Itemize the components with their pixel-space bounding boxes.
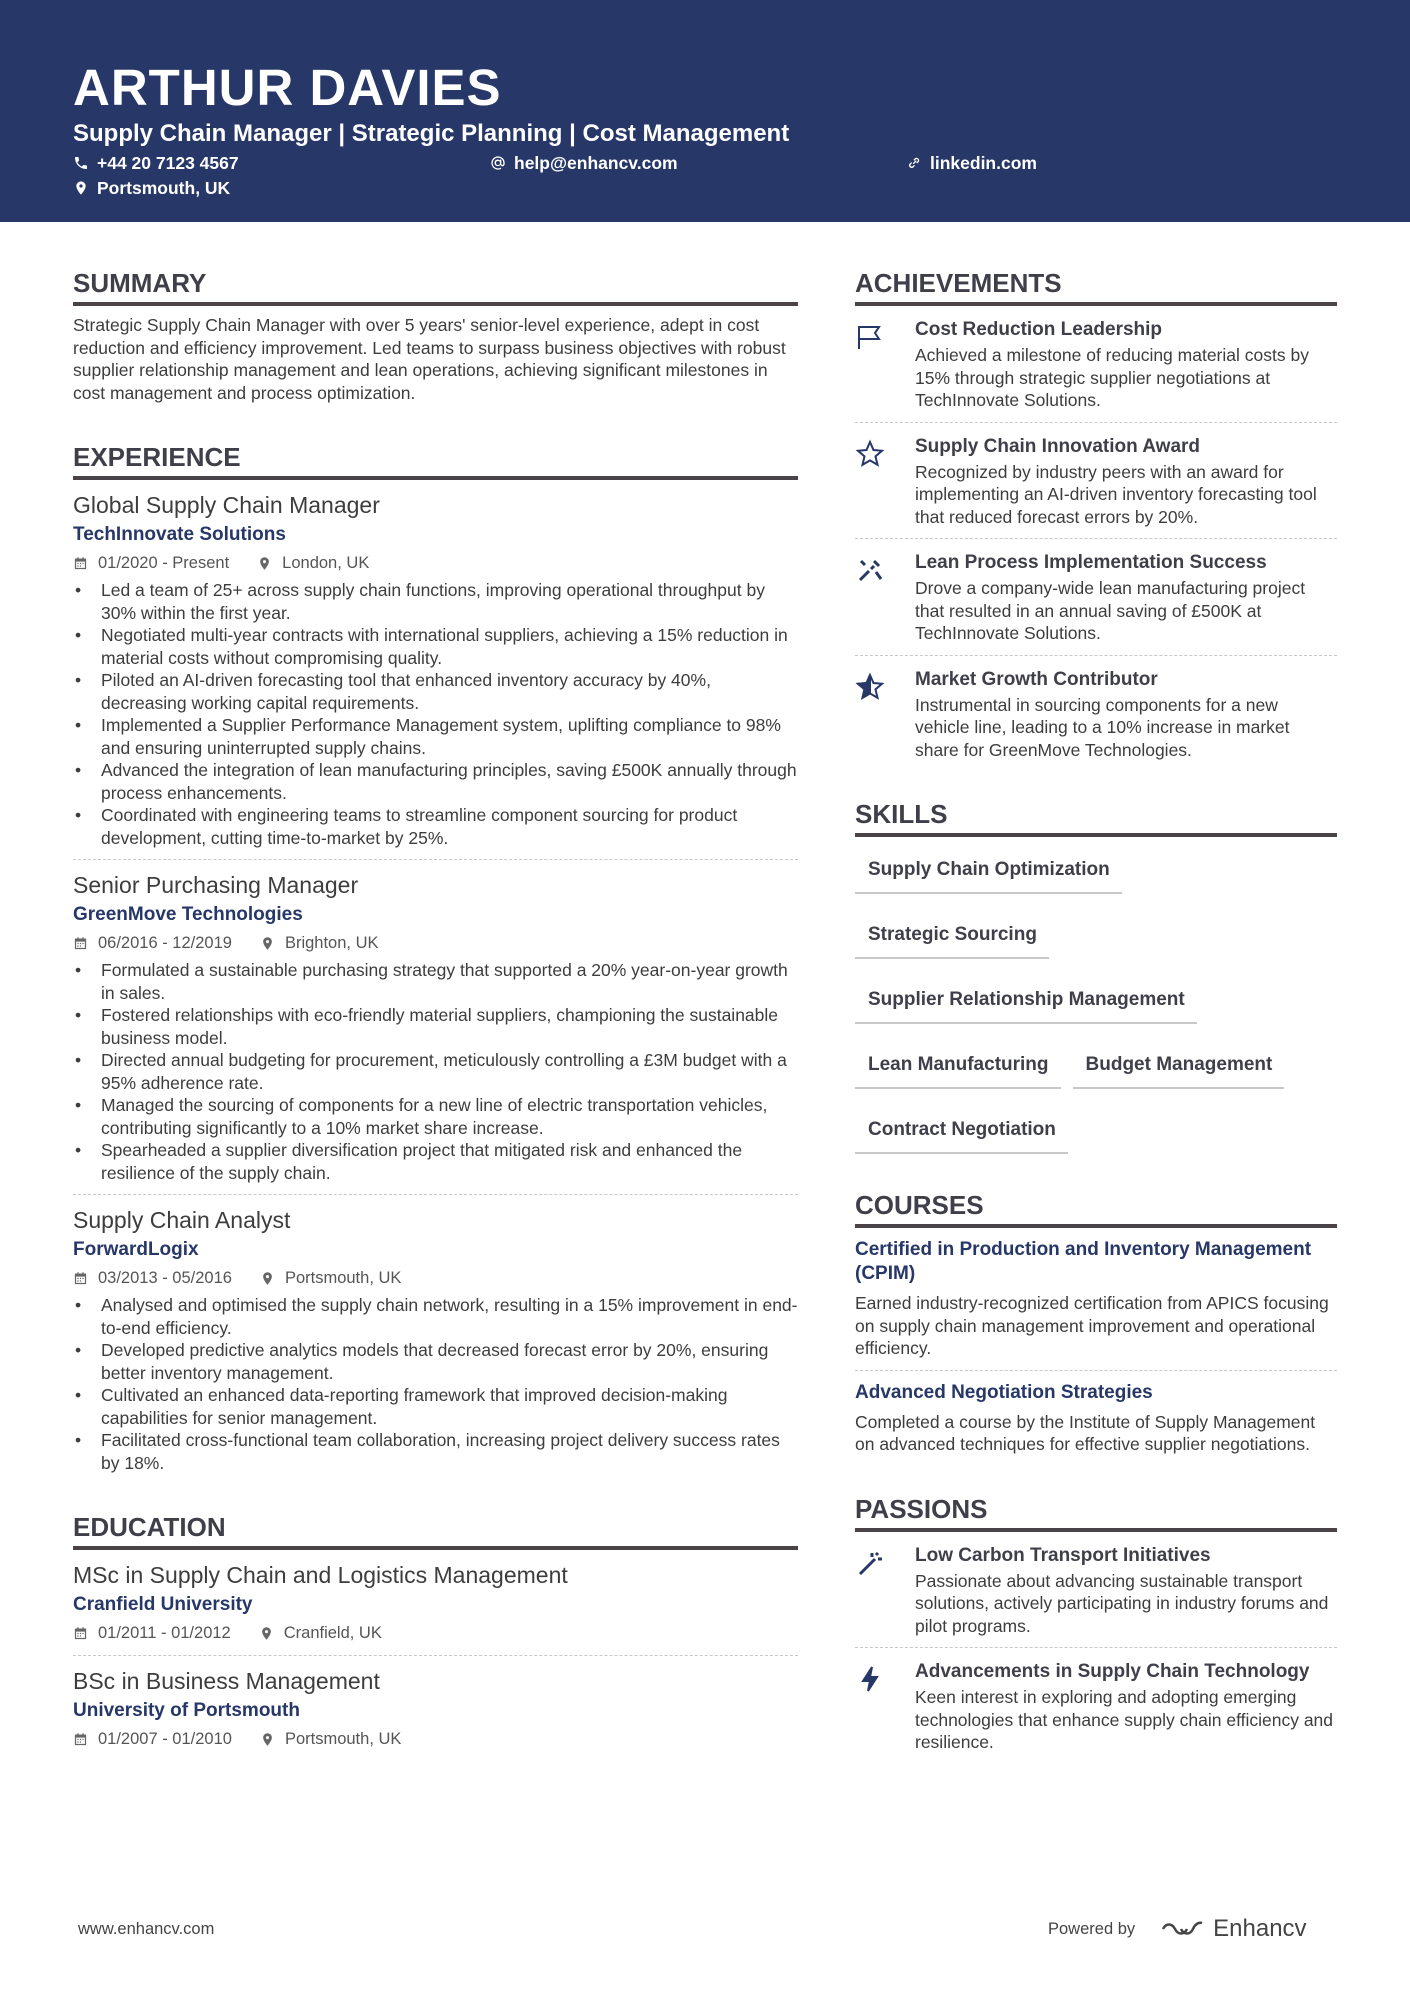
job-title: Senior Purchasing Manager — [73, 872, 359, 898]
right-column — [855, 266, 1337, 1754]
education-item — [73, 1560, 798, 1645]
achievement-desc: Drove a company-wide lean manufacturing project that resulted in an annual saving of £500K at TechInnovate Solutions. — [915, 578, 1306, 643]
powered-by-text: Powered by — [1048, 1919, 1136, 1938]
school-name: University of Portsmouth — [73, 1700, 300, 1721]
course-title: Advanced Negotiation Strategies — [855, 1381, 1153, 1403]
skill-tag: Lean Manufacturing — [855, 1042, 1061, 1089]
divider — [855, 1647, 1337, 1648]
divider — [855, 655, 1337, 656]
divider — [855, 538, 1337, 539]
course-item — [855, 1238, 1337, 1360]
bullet-item: • Analysed and optimised the supply chain network, resulting in a 15% improvement in end-to-end efficiency. — [73, 1294, 798, 1339]
experience-item — [73, 1205, 798, 1474]
skill-tag: Strategic Sourcing — [855, 912, 1049, 959]
achievement-title: Lean Process Implementation Success — [915, 552, 1267, 573]
brand-logo[interactable] — [1159, 1915, 1306, 1943]
course-desc: Completed a course by the Institute of Supply Management on advanced techniques for effective supplier negotiations. — [855, 1411, 1316, 1454]
education-meta — [73, 1727, 798, 1751]
bullet-item: • Developed predictive analytics models that decreased forecast error by 20%, ensuring better inventory management. — [73, 1339, 798, 1384]
calendar-icon — [73, 1271, 88, 1286]
bullet-item: • Piloted an AI-driven forecasting tool that enhanced inventory accuracy by 40%, decreasing working capital requirements. — [73, 669, 798, 714]
achievement-item — [855, 433, 1337, 529]
divider — [855, 422, 1337, 423]
contact-phone — [73, 151, 239, 175]
job-location: Portsmouth, UK — [284, 1269, 402, 1287]
calendar-icon — [73, 1626, 88, 1641]
passion-desc: Passionate about advancing sustainable transport solutions, actively participating in industry forums and pilot programs. — [915, 1570, 1329, 1636]
job-location: Brighton, UK — [284, 934, 379, 952]
bullet-item: • Managed the sourcing of components for a new line of electric transportation vehicles, contributing significantly to a 10% market share increase. — [73, 1094, 798, 1139]
achievement-item — [855, 666, 1337, 762]
linkedin-link[interactable]: linkedin.com — [930, 153, 1037, 173]
email-link[interactable]: help@enhancv.com — [514, 153, 678, 173]
achievement-title: Supply Chain Innovation Award — [915, 435, 1201, 457]
job-bullets — [73, 1294, 798, 1474]
passion-title: Low Carbon Transport Initiatives — [915, 1544, 1211, 1566]
job-dates: 06/2016 - 12/2019 — [98, 934, 232, 952]
footer-website[interactable]: www.enhancv.com — [78, 1920, 215, 1938]
bullet-item: • Coordinated with engineering teams to streamline component sourcing for product development, cutting time-to-market by 25%. — [73, 804, 798, 849]
achievements-heading: ACHIEVEMENTS — [855, 266, 1337, 306]
skills-heading: SKILLS — [855, 797, 1337, 837]
job-title: Global Supply Chain Manager — [73, 492, 380, 518]
experience-item — [73, 870, 798, 1184]
location-pin-icon — [257, 556, 272, 571]
bullet-item: • Formulated a sustainable purchasing strategy that supported a 20% year-on-year growth in sales. — [73, 959, 798, 1004]
degree-title: MSc in Supply Chain and Logistics Management — [73, 1562, 568, 1588]
contact-location — [73, 176, 230, 200]
passion-title: Advancements in Supply Chain Technology — [915, 1661, 1310, 1682]
link-icon — [906, 155, 922, 171]
calendar-icon — [73, 556, 88, 571]
location-pin-icon — [260, 1732, 275, 1747]
contact-email — [490, 151, 678, 175]
lightning-icon — [855, 1664, 885, 1694]
location-pin-icon — [73, 180, 89, 196]
achievement-desc: Recognized by industry peers with an award for implementing an AI-driven inventory forecasting tool that reduced forecast errors by 20%. — [915, 461, 1317, 527]
candidate-tagline: Supply Chain Manager | Strategic Planning | Cost Management — [73, 120, 790, 147]
company-name: ForwardLogix — [73, 1239, 199, 1260]
education-dates: 01/2011 - 01/2012 — [98, 1624, 231, 1642]
at-icon — [490, 155, 506, 171]
job-bullets — [73, 579, 798, 849]
job-dates: 01/2020 - Present — [98, 554, 230, 572]
tools-icon — [855, 555, 885, 585]
achievement-desc: Achieved a milestone of reducing material costs by 15% through strategic supplier negotiations at TechInnovate Solutions. — [915, 345, 1309, 410]
achievement-desc: Instrumental in sourcing components for a new vehicle line, leading to a 10% increase in market share for GreenMove Technologies. — [915, 694, 1290, 760]
calendar-icon — [73, 1732, 88, 1747]
magic-wand-icon — [855, 1548, 885, 1578]
location-pin-icon — [260, 1271, 275, 1286]
job-meta — [73, 551, 798, 575]
job-meta — [73, 931, 798, 955]
degree-title: BSc in Business Management — [73, 1668, 380, 1694]
location-text: Portsmouth, UK — [97, 178, 231, 198]
skill-tag: Budget Management — [1073, 1042, 1285, 1089]
brand-name: Enhancv — [1213, 1915, 1307, 1942]
course-desc: Earned industry-recognized certification from APICS focusing on supply chain management improvement and operational efficiency. — [855, 1293, 1329, 1358]
bullet-item: • Directed annual budgeting for procurement, meticulously controlling a £3M budget with a 95% adherence rate. — [73, 1049, 798, 1094]
education-location: Cranfield, UK — [283, 1624, 382, 1642]
phone-icon — [73, 155, 89, 171]
bullet-item: • Cultivated an enhanced data-reporting framework that improved decision-making capabilities for senior management. — [73, 1384, 798, 1429]
company-name: GreenMove Technologies — [73, 904, 303, 925]
achievement-item — [855, 316, 1337, 412]
education-dates: 01/2007 - 01/2010 — [98, 1730, 232, 1748]
contact-linkedin — [906, 151, 1037, 175]
phone-text[interactable]: +44 20 7123 4567 — [97, 153, 239, 173]
location-pin-icon — [259, 1626, 274, 1641]
location-pin-icon — [260, 936, 275, 951]
school-name: Cranfield University — [73, 1594, 253, 1615]
achievement-item — [855, 549, 1337, 645]
skills-list — [855, 847, 1337, 1172]
bullet-item: • Led a team of 25+ across supply chain functions, improving operational throughput by 30% within the first year. — [73, 579, 798, 624]
skill-tag: Supply Chain Optimization — [855, 847, 1122, 894]
job-title: Supply Chain Analyst — [73, 1207, 291, 1233]
left-column — [73, 266, 798, 1751]
skill-tag: Supplier Relationship Management — [855, 977, 1197, 1024]
education-location: Portsmouth, UK — [284, 1730, 402, 1748]
courses-heading: COURSES — [855, 1188, 1337, 1228]
job-bullets — [73, 959, 798, 1184]
job-dates: 03/2013 - 05/2016 — [98, 1269, 232, 1287]
course-title: Certified in Production and Inventory Management (CPIM) — [855, 1239, 1312, 1284]
bullet-item: • Spearheaded a supplier diversification project that mitigated risk and enhanced the resilience of the supply chain. — [73, 1139, 798, 1184]
flag-icon — [855, 322, 885, 352]
education-item — [73, 1666, 798, 1751]
bullet-item: • Implemented a Supplier Performance Management system, uplifting compliance to 98% and ensuring uninterrupted supply chains. — [73, 714, 798, 759]
bullet-item: • Advanced the integration of lean manufacturing principles, saving £500K annually through process enhancements. — [73, 759, 798, 804]
passion-item — [855, 1658, 1337, 1754]
skill-tag: Contract Negotiation — [855, 1107, 1068, 1154]
summary-text: Strategic Supply Chain Manager with over 5 years' senior-level experience, adept in cost reduction and efficiency improvement. Led teams to surpass business objectives with robust supplier relationship management and lean operations, achieving significant milestones in cost management and process optimization. — [73, 315, 786, 403]
experience-heading: EXPERIENCE — [73, 440, 798, 480]
footer-branding — [1048, 1915, 1307, 1943]
candidate-name: ARTHUR DAVIES — [73, 59, 502, 116]
job-meta — [73, 1266, 798, 1290]
star-half-icon — [855, 672, 885, 702]
divider — [73, 859, 798, 860]
divider — [855, 1370, 1337, 1371]
bullet-item: • Fostered relationships with eco-friendly material suppliers, championing the sustainable business model. — [73, 1004, 798, 1049]
summary-heading: SUMMARY — [73, 266, 798, 306]
passion-desc: Keen interest in exploring and adopting emerging technologies that enhance supply chain efficiency and resilience. — [915, 1687, 1334, 1752]
company-name: TechInnovate Solutions — [73, 524, 286, 545]
course-item — [855, 1381, 1337, 1456]
experience-item — [73, 490, 798, 849]
education-heading: EDUCATION — [73, 1510, 798, 1550]
calendar-icon — [73, 936, 88, 951]
passions-heading: PASSIONS — [855, 1492, 1337, 1532]
star-outline-icon — [855, 439, 885, 469]
resume-header — [0, 0, 1410, 222]
job-location: London, UK — [282, 554, 370, 572]
divider — [73, 1194, 798, 1195]
enhancv-logo-icon — [1159, 1917, 1205, 1941]
achievement-title: Cost Reduction Leadership — [915, 319, 1163, 340]
passion-item — [855, 1542, 1337, 1638]
achievement-title: Market Growth Contributor — [915, 668, 1158, 690]
bullet-item: • Negotiated multi-year contracts with international suppliers, achieving a 15% reduction in material costs without compromising quality. — [73, 624, 798, 669]
divider — [73, 1655, 798, 1656]
education-meta — [73, 1621, 798, 1645]
bullet-item: • Facilitated cross-functional team collaboration, increasing project delivery success rates by 18%. — [73, 1429, 798, 1474]
